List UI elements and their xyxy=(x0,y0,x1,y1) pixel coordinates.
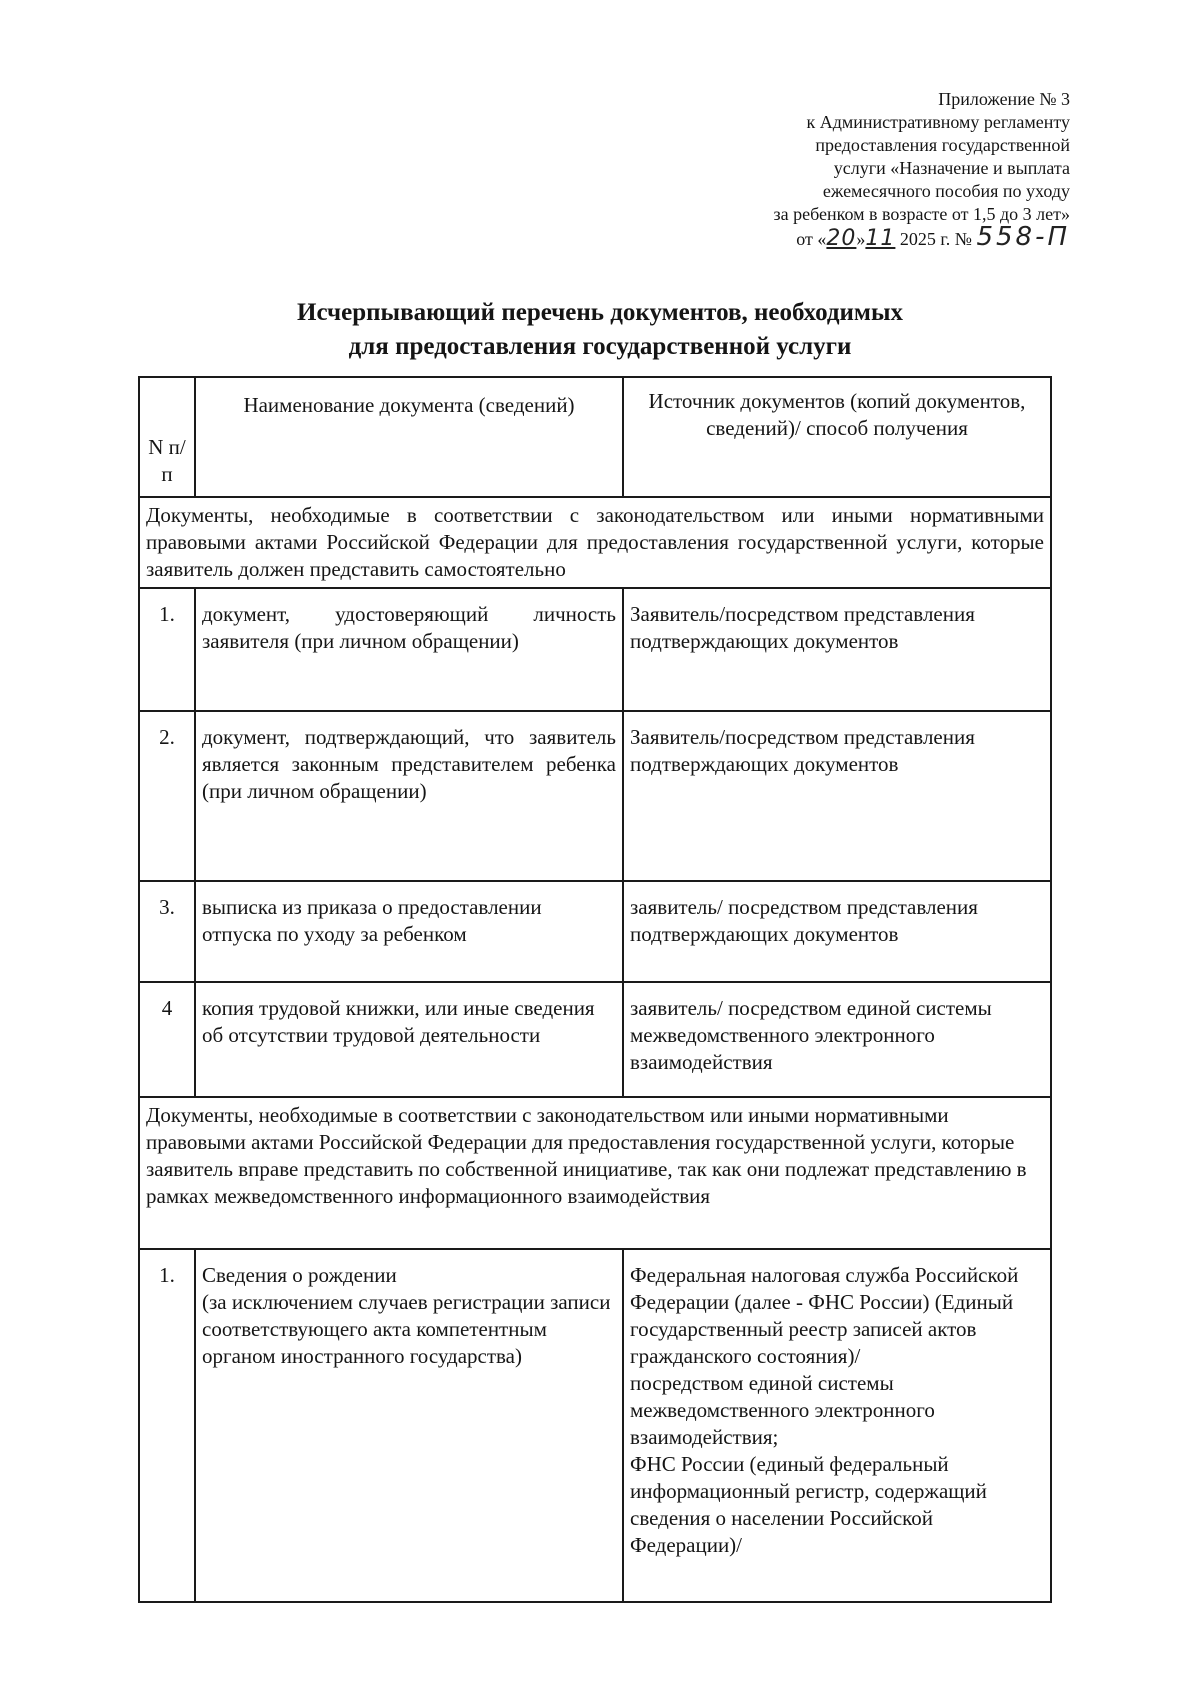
section-title: Документы, необходимые в соответствии с законодательством или иными нормативными правовыми актами Российской Федерации для предоставления государственной услуги, которые заявитель должен представить самостоятельно xyxy=(139,497,1051,588)
row-num: 2. xyxy=(139,711,195,881)
documents-table xyxy=(138,376,1052,1603)
title-line-1: Исчерпывающий перечень документов, необходимых xyxy=(297,299,903,326)
appendix-line: Приложение № 3 xyxy=(938,89,1070,109)
row-source: Заявитель/посредством представления подтверждающих документов xyxy=(623,588,1051,711)
appendix-date-line xyxy=(690,222,1070,252)
table-row xyxy=(139,982,1051,1097)
row-num: 4 xyxy=(139,982,195,1097)
row-source: Федеральная налоговая служба Российской Федерации (далее - ФНС России) (Единый государственный реестр записей актов гражданского состояния)/ посредством единой системы межведомственного электронного взаимодействия; ФНС России (единый федеральный информационный регистр, содержащий сведения о населении Российской Федерации)/ xyxy=(623,1249,1051,1602)
section-row-mandatory xyxy=(139,497,1051,588)
date-day-handwritten: 20 xyxy=(826,226,857,251)
date-prefix: от « xyxy=(796,229,827,249)
appendix-line: услуги «Назначение и выплата xyxy=(833,158,1070,178)
section-title: Документы, необходимые в соответствии с законодательством или иными нормативными правовыми актами Российской Федерации для предоставления государственной услуги, которые заявитель вправе представить по собственной инициативе, так как они подлежат представлению в рамках межведомственного информационного взаимодействия xyxy=(139,1097,1051,1249)
row-name: выписка из приказа о предоставлении отпуска по уходу за ребенком xyxy=(195,881,623,982)
row-name: Сведения о рождении (за исключением случаев регистрации записи соответствующего акта компетентным органом иностранного государства) xyxy=(195,1249,623,1602)
header-name: Наименование документа (сведений) xyxy=(195,377,623,497)
row-name: копия трудовой книжки, или иные сведения об отсутствии трудовой деятельности xyxy=(195,982,623,1097)
row-name: документ, удостоверяющий личность заявителя (при личном обращении) xyxy=(195,588,623,711)
table-row xyxy=(139,711,1051,881)
row-num: 1. xyxy=(139,588,195,711)
table-row xyxy=(139,1249,1051,1602)
table-header-row xyxy=(139,377,1051,497)
row-source: заявитель/ посредством представления подтверждающих документов xyxy=(623,881,1051,982)
row-num: 3. xyxy=(139,881,195,982)
page-title xyxy=(130,296,1070,364)
header-num: N п/п xyxy=(139,377,195,497)
date-month-handwritten: 11 xyxy=(865,226,896,251)
appendix-line: за ребенком в возрасте от 1,5 до 3 лет» xyxy=(773,204,1070,224)
row-name: документ, подтверждающий, что заявитель является законным представителем ребенка (при личном обращении) xyxy=(195,711,623,881)
row-source: заявитель/ посредством единой системы межведомственного электронного взаимодействия xyxy=(623,982,1051,1097)
date-year: 2025 г. № xyxy=(895,229,972,249)
section-row-optional xyxy=(139,1097,1051,1249)
date-mid: » xyxy=(856,229,866,249)
table-row xyxy=(139,588,1051,711)
appendix-line: к Административному регламенту xyxy=(806,112,1070,132)
header-source: Источник документов (копий документов, сведений)/ способ получения xyxy=(623,377,1051,497)
appendix-line: предоставления государственной xyxy=(815,135,1070,155)
row-num: 1. xyxy=(139,1249,195,1602)
table-row xyxy=(139,881,1051,982)
appendix-line: ежемесячного пособия по уходу xyxy=(822,181,1070,201)
appendix-block xyxy=(690,88,1070,251)
doc-number-handwritten: 558-П xyxy=(976,222,1070,252)
title-line-2: для предоставления государственной услуги xyxy=(348,333,852,360)
row-source: Заявитель/посредством представления подтверждающих документов xyxy=(623,711,1051,881)
